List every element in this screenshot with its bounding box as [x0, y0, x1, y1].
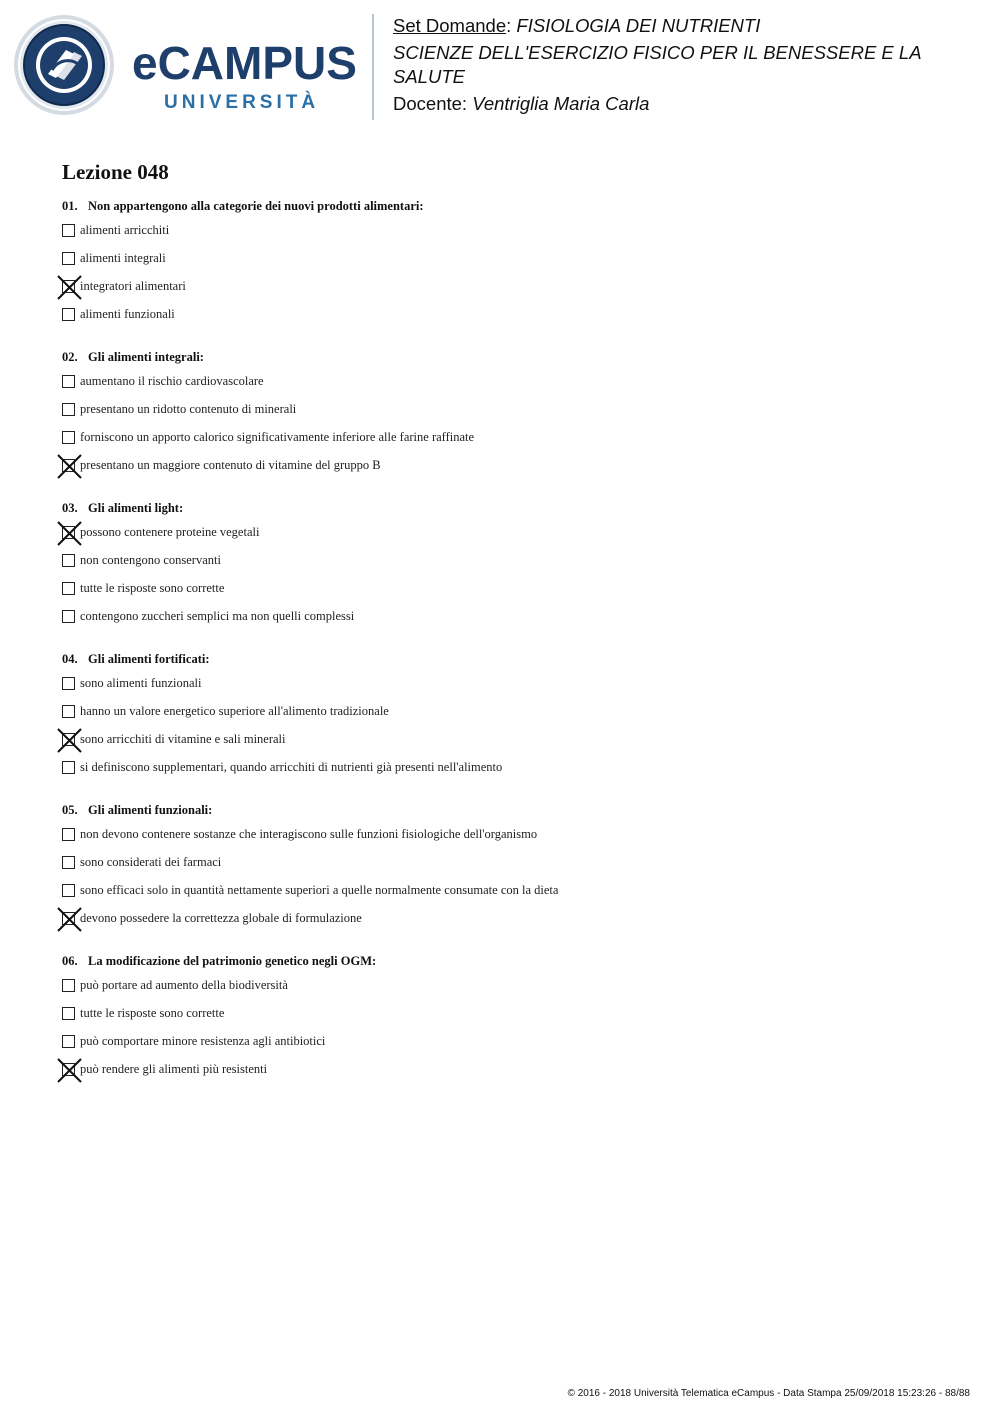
answer-text: possono contenere proteine vegetali [80, 524, 260, 539]
checkbox[interactable] [62, 828, 75, 841]
answer-option [62, 971, 962, 999]
answer-option [62, 367, 962, 395]
answer-text: può portare ad aumento della biodiversità [80, 977, 288, 992]
answer-text: si definiscono supplementari, quando arricchiti di nutrienti già presenti nell'alimento [80, 759, 503, 774]
page-footer: © 2016 - 2018 Università Telematica eCampus - Data Stampa 25/09/2018 15:23:26 - 88/88 [567, 1388, 970, 1399]
set-line [393, 14, 973, 38]
checkbox[interactable] [62, 554, 75, 567]
question-title [62, 800, 962, 820]
answer-text: alimenti integrali [80, 250, 166, 265]
answer-text: alimenti funzionali [80, 306, 175, 321]
checkbox-checked[interactable] [62, 1063, 75, 1076]
page-header [0, 0, 1000, 135]
checkbox-checked[interactable] [62, 459, 75, 472]
answer-text: forniscono un apporto calorico significativamente inferiore alle farine raffinate [80, 429, 475, 444]
answer-option [62, 1055, 962, 1083]
ecampus-seal-icon [14, 15, 114, 115]
question-title [62, 498, 962, 518]
answer-option [62, 272, 962, 300]
question-block [62, 498, 962, 630]
checkbox-checked[interactable] [62, 526, 75, 539]
checkbox[interactable] [62, 431, 75, 444]
checkbox[interactable] [62, 761, 75, 774]
answer-option [62, 574, 962, 602]
question-number: 03. [62, 501, 78, 515]
checkbox[interactable] [62, 582, 75, 595]
answer-option [62, 518, 962, 546]
answer-text: alimenti arricchiti [80, 222, 170, 237]
checkbox[interactable] [62, 1035, 75, 1048]
checkbox[interactable] [62, 610, 75, 623]
answer-option [62, 216, 962, 244]
answer-option [62, 669, 962, 697]
logo-subbrand: UNIVERSITÀ [164, 92, 320, 113]
answer-option [62, 300, 962, 328]
checkbox[interactable] [62, 1007, 75, 1020]
answer-option [62, 904, 962, 932]
answer-text: devono possedere la correttezza globale di formulazione [80, 910, 362, 925]
question-text: Gli alimenti integrali: [88, 350, 204, 364]
question-block [62, 649, 962, 781]
answer-option [62, 848, 962, 876]
question-text: La modificazione del patrimonio genetico negli OGM: [88, 954, 377, 968]
question-number: 06. [62, 954, 78, 968]
answer-text: presentano un maggiore contenuto di vitamine del gruppo B [80, 457, 381, 472]
answer-text: tutte le risposte sono corrette [80, 580, 225, 595]
ecampus-logo [14, 14, 359, 117]
checkbox[interactable] [62, 224, 75, 237]
question-block [62, 196, 962, 328]
cross-mark-icon [57, 728, 82, 753]
program-title: SCIENZE DELL'ESERCIZIO FISICO PER IL BENESSERE E LA SALUTE [393, 42, 921, 87]
answer-option [62, 753, 962, 781]
teacher-line [393, 92, 973, 116]
answer-option [62, 602, 962, 630]
question-text: Gli alimenti fortificati: [88, 652, 210, 666]
question-block [62, 347, 962, 479]
question-text: Non appartengono alla categorie dei nuovi prodotti alimentari: [88, 199, 424, 213]
question-number: 01. [62, 199, 78, 213]
checkbox[interactable] [62, 979, 75, 992]
checkbox[interactable] [62, 252, 75, 265]
checkbox[interactable] [62, 705, 75, 718]
cross-mark-icon [57, 521, 82, 546]
cross-mark-icon [57, 907, 82, 932]
checkbox-checked[interactable] [62, 912, 75, 925]
question-text: Gli alimenti funzionali: [88, 803, 213, 817]
course-title: FISIOLOGIA DEI NUTRIENTI [516, 15, 761, 36]
answer-option [62, 451, 962, 479]
question-title [62, 196, 962, 216]
answer-text: tutte le risposte sono corrette [80, 1005, 225, 1020]
teacher-name: Ventriglia Maria Carla [472, 93, 650, 114]
checkbox[interactable] [62, 403, 75, 416]
answer-option [62, 725, 962, 753]
answer-text: può comportare minore resistenza agli antibiotici [80, 1033, 326, 1048]
checkbox[interactable] [62, 856, 75, 869]
answer-text: non contengono conservanti [80, 552, 221, 567]
header-divider [372, 14, 374, 120]
checkbox[interactable] [62, 884, 75, 897]
teacher-label: Docente: [393, 93, 473, 114]
answer-text: aumentano il rischio cardiovascolare [80, 373, 264, 388]
answer-text: hanno un valore energetico superiore all'alimento tradizionale [80, 703, 389, 718]
answer-option [62, 820, 962, 848]
question-number: 05. [62, 803, 78, 817]
answer-text: non devono contenere sostanze che interagiscono sulle funzioni fisiologiche dell'organismo [80, 826, 538, 841]
answer-option [62, 697, 962, 725]
cross-mark-icon [57, 454, 82, 479]
answer-text: presentano un ridotto contenuto di minerali [80, 401, 297, 416]
answer-option [62, 244, 962, 272]
cross-mark-icon [57, 275, 82, 300]
answer-text: sono arricchiti di vitamine e sali minerali [80, 731, 286, 746]
answer-option [62, 395, 962, 423]
answer-option [62, 423, 962, 451]
set-separator: : [506, 15, 517, 36]
question-block [62, 951, 962, 1083]
set-label: Set Domande [393, 15, 507, 36]
answer-text: sono alimenti funzionali [80, 675, 202, 690]
question-number: 04. [62, 652, 78, 666]
question-block [62, 800, 962, 932]
logo-brand: eCAMPUS [132, 37, 357, 89]
header-meta [393, 14, 973, 116]
answer-text: contengono zuccheri semplici ma non quelli complessi [80, 608, 355, 623]
answer-text: sono considerati dei farmaci [80, 854, 222, 869]
checkbox[interactable] [62, 677, 75, 690]
answer-option [62, 876, 962, 904]
checkbox[interactable] [62, 375, 75, 388]
question-number: 02. [62, 350, 78, 364]
answer-option [62, 999, 962, 1027]
answer-text: integratori alimentari [80, 278, 186, 293]
answer-option [62, 1027, 962, 1055]
checkbox-checked[interactable] [62, 280, 75, 293]
answer-option [62, 546, 962, 574]
question-title [62, 649, 962, 669]
checkbox-checked[interactable] [62, 733, 75, 746]
answer-text: può rendere gli alimenti più resistenti [80, 1061, 268, 1076]
question-text: Gli alimenti light: [88, 501, 184, 515]
checkbox[interactable] [62, 308, 75, 321]
question-title [62, 347, 962, 367]
cross-mark-icon [57, 1058, 82, 1083]
answer-text: sono efficaci solo in quantità nettamente superiori a quelle normalmente consumate con la dieta [80, 882, 559, 897]
question-title [62, 951, 962, 971]
lesson-title: Lezione 048 [62, 160, 169, 184]
